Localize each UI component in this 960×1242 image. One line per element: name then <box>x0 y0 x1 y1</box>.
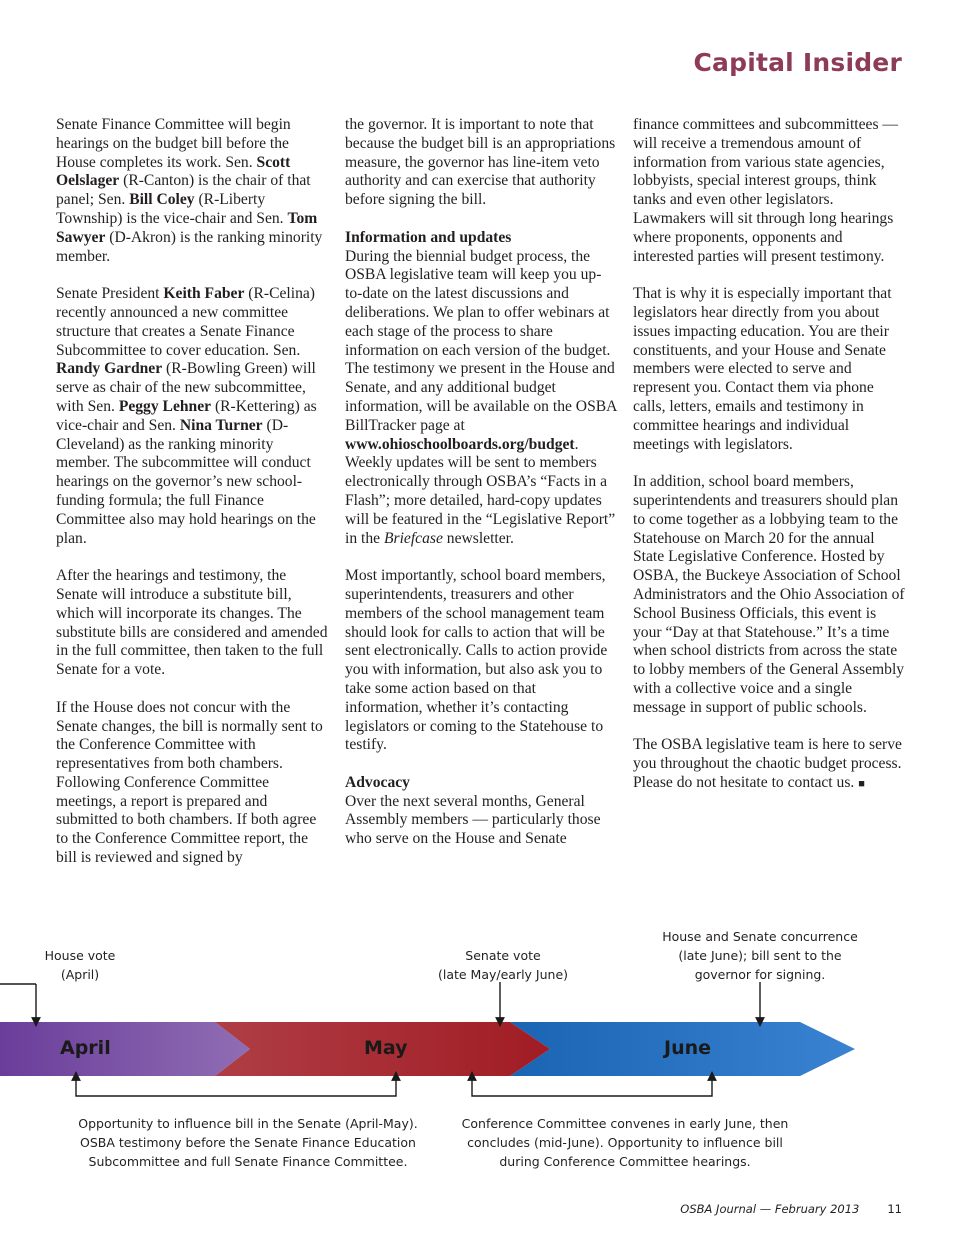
end-mark-icon: ■ <box>858 777 865 790</box>
paragraph: Most importantly, school board members, superintendents, treasurers and other members of the school management team should look for calls to action that will be sent electronically. Calls to action provide you with information, but also ask you to take some action based on that information, whether it’s contacting legislators or coming to the Statehouse to testify. <box>345 567 608 754</box>
paragraph: Senate Finance Committee will begin hearings on the budget bill before the House completes its work. Sen. Scott Oelslager (R-Canton) is the chair of that panel; Sen. Bill Coley (R-Liberty Township) is the vice-chair and Sen. Tom Sawyer (D-Akron) is the ranking minority member. <box>56 116 323 265</box>
article-column-3 <box>633 116 905 812</box>
month-may: May <box>364 1037 408 1059</box>
paragraph: The OSBA legislative team is here to serve you throughout the chaotic budget process. Please do not hesitate to contact us. ■ <box>633 736 902 791</box>
month-april: April <box>60 1037 111 1059</box>
paragraph: Over the next several months, General Assembly members — particularly those who serve on the House and Senate <box>345 792 601 848</box>
paragraph: After the hearings and testimony, the Senate will introduce a substitute bill, which will incorporate its changes. The substitute bills are considered and amended in the full committee, then taken to the full Senate for a vote. <box>56 567 328 679</box>
paragraph: If the House does not concur with the Senate changes, the bill is normally sent to the Conference Committee with representatives from both chambers. Following Conference Committee meetings, a report is prepared and submitted to both chambers. If both agree to the Conference Committee report, the bill is reviewed and signed by <box>56 698 323 867</box>
article-columns <box>56 116 906 876</box>
senate-vote-label: Senate vote (late May/early June) <box>437 948 569 982</box>
page-number: 11 <box>887 1202 902 1216</box>
article-column-1 <box>56 116 328 887</box>
subheading-advocacy: Advocacy <box>345 773 410 791</box>
conference-label: Conference Committee convenes in early June, then concludes (mid-June). Opportunity to influence bill during Conference Committee hearings. <box>461 1116 789 1169</box>
paragraph: finance committees and subcommittees — will receive a tremendous amount of information from various state agencies, lobbyists, special interest groups, think tanks and even other legislators. Lawmakers will sit through long hearings where proponents, opponents and interested parties will present testimony. <box>633 116 899 265</box>
page-footer <box>680 1202 902 1216</box>
paragraph: the governor. It is important to note that because the budget bill is an appropriations measure, the governor has line-item veto authority and can exercise that authority before signing the bill. <box>345 116 616 209</box>
house-vote-label: House vote (April) <box>44 948 116 982</box>
senate-influence-label: Opportunity to influence bill in the Senate (April-May). OSBA testimony before the Senate Finance Education Subcommittee and full Senate Finance Committee. <box>78 1116 418 1169</box>
subheading-information: Information and updates <box>345 228 512 246</box>
paragraph: Senate President Keith Faber (R-Celina) recently announced a new committee structure that creates a Senate Finance Subcommittee to cover education. Sen. Randy Gardner (R-Bowling Green) will serve as chair of the new subcommittee, with Sen. Peggy Lehner (R-Kettering) as vice-chair and Sen. Nina Turner (D-Cleveland) as the ranking minority member. The subcommittee will conduct hearings on the governor’s new school-funding formula; the full Finance Committee also may hold hearings on the plan. <box>56 285 317 547</box>
paragraph: During the biennial budget process, the OSBA legislative team will keep you up-to-date on the latest discussions and deliberations. We plan to offer webinars at each stage of the process to share information on each version of the budget. The testimony we present in the House and Senate, and any additional budget information, will be available on the OSBA BillTracker page at www.ohioschoolboards.org/budget. Weekly updates will be sent to members electronically through OSBA’s “Facts in a Flash”; more detailed, hard-copy updates will be featured in the “Legislative Report” in the Briefcase newsletter. <box>345 247 617 547</box>
paragraph: In addition, school board members, superintendents and treasurers should plan to come together as a lobbying team to the Statehouse on March 20 for the annual State Legislative Conference. Hosted by OSBA, the Buckeye Association of School Administrators and the Ohio Association of School Business Officials, this event is your “Day at that Statehouse.” It’s a time when school districts from across the state to lobby members of the General Assembly with a collective voice and a single message in support of public schools. <box>633 473 905 716</box>
article-column-2 <box>345 116 617 868</box>
publication-name: OSBA Journal — February 2013 <box>680 1202 860 1216</box>
section-title: Capital Insider <box>693 48 902 77</box>
paragraph: That is why it is especially important that legislators hear directly from you about issues impacting education. You are their constituents, and your House and Senate members were elected to serve and represent you. Contact them via phone calls, letters, emails and testimony in committee hearings and individual meetings with legislators. <box>633 285 892 453</box>
month-june: June <box>664 1037 712 1059</box>
concurrence-label: House and Senate concurrence (late June); bill sent to the governor for signing. <box>662 929 858 982</box>
april-segment <box>0 1022 250 1076</box>
budget-url: www.ohioschoolboards.org/budget <box>345 435 575 453</box>
budget-timeline <box>0 920 960 1180</box>
